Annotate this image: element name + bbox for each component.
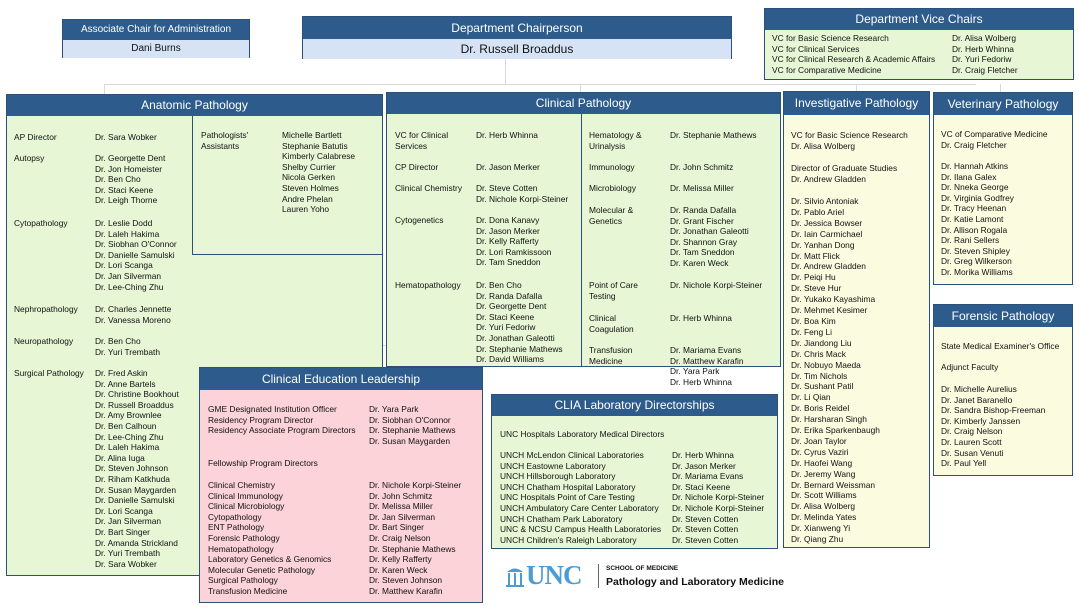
forensic-name: Dr. Lauren Scott (941, 436, 1002, 447)
divider (192, 116, 193, 254)
pa-name: Stephanie Batutis (282, 140, 348, 151)
veterinary-name: Dr. Tracy Heenan (941, 203, 1007, 214)
chairperson-box (302, 16, 732, 59)
person-name: Dr. Anne Bartels (95, 378, 156, 389)
investigative-name: Dr. Nobuyo Maeda (791, 359, 861, 370)
associate-chair-box (62, 19, 250, 58)
section-names (670, 162, 733, 173)
clia-heading: UNC Hospitals Laboratory Medical Directors (500, 429, 665, 439)
fellowship-name: Dr. Melissa Miller (369, 501, 433, 512)
fellowship-role: Transfusion Medicine (208, 585, 288, 596)
investigative-name: Dr. Qiang Zhu (791, 534, 844, 545)
clinical-education-title: Clinical Education Leadership (200, 368, 482, 390)
person-name: Dr. Herb Whinna (670, 376, 732, 387)
investigative-name: Dr. Alisa Wolberg (791, 501, 856, 512)
fellowship-role: Surgical Pathology (208, 575, 278, 586)
veterinary-line: Dr. Craig Fletcher (941, 139, 1007, 150)
person-name: Dr. Jonathan Galeotti (476, 332, 555, 343)
investigative-vc (791, 130, 908, 151)
section-names (670, 280, 762, 291)
person-name: Dr. Bart Singer (95, 526, 150, 537)
veterinary-names (941, 161, 1014, 278)
person-name: Dr. Leslie Dodd (95, 218, 153, 228)
section-label: Clinical Coagulation (589, 313, 634, 334)
person-name: Dr. Susan Maygarden (95, 484, 177, 495)
section-label: Immunology (589, 162, 635, 172)
section-names (95, 153, 165, 206)
section-names (670, 345, 744, 387)
investigative-name: Dr. Sushant Patil (791, 381, 854, 392)
education-name: Dr. Susan Maygarden (369, 435, 451, 446)
investigative-name: Dr. Scott Williams (791, 490, 857, 501)
clinical-education-box (199, 367, 483, 603)
clia-lab: UNCH McLendon Clinical Laboratories (500, 450, 644, 460)
section-names (95, 218, 177, 292)
section-names (670, 205, 749, 269)
person-name: Dr. Randa Dafalla (476, 290, 543, 301)
person-name: Dr. Vanessa Moreno (95, 314, 171, 325)
section-names (670, 313, 732, 324)
person-name: Dr. Nichole Korpi-Steiner (476, 193, 569, 204)
fellowship-role: Hematopathology (208, 543, 274, 554)
investigative-line: VC for Basic Science Research (791, 130, 908, 140)
veterinary-name: Dr. Greg Wilkerson (941, 256, 1012, 267)
investigative-name: Dr. Jiandong Liu (791, 337, 852, 348)
vice-chair-name: Dr. Alisa Wolberg (952, 33, 1017, 43)
vice-chair-role: VC for Clinical Research & Academic Affairs (772, 54, 936, 65)
connector-line (505, 58, 506, 85)
pa-name: Lauren Yoho (282, 204, 330, 215)
section-label: Transfusion Medicine (589, 345, 633, 366)
education-name: Dr. Yara Park (369, 404, 419, 414)
person-name: Dr. Laleh Hakima (95, 442, 160, 453)
section-label: Autopsy (14, 153, 45, 163)
investigative-name: Dr. Yanhan Dong (791, 239, 855, 250)
person-name: Dr. Amanda Strickland (95, 537, 178, 548)
pa-names (282, 130, 355, 215)
education-name: Dr. Siobhan O'Connor (369, 414, 451, 425)
section-names (95, 132, 157, 143)
fellowship-names (369, 480, 461, 597)
forensic-name: Dr. Michelle Aurelius (941, 384, 1017, 394)
veterinary-name: Dr. Virginia Godfrey (941, 192, 1014, 203)
person-name: Dr. Yuri Trembath (95, 346, 161, 357)
investigative-name: Dr. Jessica Bowser (791, 217, 863, 228)
veterinary-name: Dr. Morika Williams (941, 266, 1013, 277)
person-name: Dr. Grant Fischer (670, 215, 734, 226)
education-names (369, 404, 456, 446)
forensic-adjunct-label: Adjunct Faculty (941, 362, 999, 372)
person-name: Dr. Laleh Hakima (95, 228, 160, 239)
person-name: Dr. Amy Brownlee (95, 410, 162, 421)
investigative-name: Dr. Tim Nichols (791, 370, 848, 381)
clia-name: Dr. Herb Whinna (672, 450, 734, 460)
investigative-name: Dr. Bernard Weissman (791, 479, 876, 490)
person-name: Dr. Yuri Fedoriw (476, 322, 536, 333)
investigative-line: Dr. Andrew Gladden (791, 173, 866, 184)
clia-name: Dr. Mariama Evans (672, 471, 744, 482)
investigative-name: Dr. Xianweng Yi (791, 523, 851, 534)
clinical-pathology-title: Clinical Pathology (387, 93, 780, 114)
chairperson-title: Department Chairperson (303, 17, 731, 39)
unc-logo (505, 562, 785, 592)
person-name: Dr. Ben Calhoun (95, 420, 157, 431)
fellowship-role: ENT Pathology (208, 522, 265, 533)
investigative-name: Dr. Feng Li (791, 326, 832, 337)
anatomic-pathology-title: Anatomic Pathology (7, 95, 382, 116)
fellowship-name: Dr. Matthew Karafin (369, 585, 443, 596)
person-name: Dr. Russell Broaddus (95, 399, 174, 410)
fellowship-role: Cytopathology (208, 511, 262, 522)
logo-divider (598, 564, 599, 588)
forensic-office: State Medical Examiner's Office (941, 341, 1060, 351)
clia-lab: UNCH Chatham Hospital Laboratory (500, 481, 636, 492)
clia-name: Dr. Nichole Korpi-Steiner (672, 492, 765, 503)
investigative-name: Dr. Steve Hur (791, 283, 842, 294)
person-name: Dr. Fred Askin (95, 368, 148, 378)
veterinary-name: Dr. Ilana Galex (941, 171, 997, 182)
section-names (95, 336, 160, 357)
veterinary-vc (941, 129, 1048, 150)
section-names (476, 183, 568, 204)
section-label: AP Director (14, 132, 57, 142)
section-label: Nephropathology (14, 304, 78, 314)
veterinary-pathology-title: Veterinary Pathology (934, 93, 1072, 115)
person-name: Dr. Lee-Ching Zhu (95, 431, 164, 442)
investigative-name: Dr. Mehmet Kesimer (791, 305, 868, 316)
vice-chairs-title: Department Vice Chairs (765, 9, 1073, 30)
pa-name: Michelle Bartlett (282, 130, 342, 140)
vice-chair-name: Dr. Herb Whinna (952, 43, 1014, 54)
person-name: Dr. Lori Ramkissoon (476, 246, 552, 257)
person-name: Dr. Jonathan Galeotti (670, 226, 749, 237)
clia-lab: UNCH Ambulatory Care Center Laboratory (500, 502, 659, 513)
education-name: Dr. Stephanie Mathews (369, 425, 456, 436)
dept-label: Pathology and Laboratory Medicine (606, 576, 784, 588)
person-name: Dr. Jon Homeister (95, 163, 163, 174)
person-name: Dr. Lori Scanga (95, 505, 153, 516)
section-label: Point of Care Testing (589, 280, 638, 301)
person-name: Dr. Riham Katkhuda (95, 473, 170, 484)
clia-lab: UNCH Eastowne Laboratory (500, 460, 606, 471)
investigative-name: Dr. Andrew Gladden (791, 261, 866, 272)
person-name: Dr. Yuri Trembath (95, 548, 161, 559)
clia-names (672, 450, 764, 545)
fellowship-roles (208, 480, 331, 597)
person-name: Dr. Mariama Evans (670, 345, 742, 355)
person-name: Dr. Yara Park (670, 366, 720, 377)
person-name: Dr. Alina Iuga (95, 452, 145, 463)
clia-lab: UNCH Hillsborough Laboratory (500, 471, 616, 482)
forensic-name: Dr. Janet Baranello (941, 394, 1013, 405)
clia-name: Dr. Nichole Korpi-Steiner (672, 502, 765, 513)
person-name: Dr. Tam Sneddon (476, 257, 541, 268)
fellowship-name: Dr. Bart Singer (369, 522, 424, 533)
person-name: Dr. David Williams (476, 354, 544, 365)
veterinary-name: Dr. Nneka George (941, 182, 1009, 193)
investigative-names (791, 196, 880, 545)
veterinary-name: Dr. Katie Lamont (941, 213, 1004, 224)
pa-label: Pathologists' Assistants (201, 130, 249, 151)
pa-name: Nicola Gerken (282, 172, 336, 183)
clia-lab: UNC Hospitals Point of Care Testing (500, 492, 635, 503)
investigative-line: Director of Graduate Studies (791, 163, 898, 173)
forensic-name: Dr. Craig Nelson (941, 426, 1003, 437)
fellowship-name: Dr. Craig Nelson (369, 532, 431, 543)
clia-name: Dr. Steven Cotten (672, 513, 739, 524)
clia-lab: UNCH Children's Raleigh Laboratory (500, 534, 637, 545)
forensic-name: Dr. Susan Venuti (941, 447, 1004, 458)
forensic-names (941, 384, 1045, 469)
pa-name: Shelby Currier (282, 161, 336, 172)
person-name: Dr. Herb Whinna (670, 313, 732, 323)
person-name: Dr. Steven Johnson (95, 463, 169, 474)
clia-name: Dr. Steven Cotten (672, 524, 739, 535)
section-label: Neuropathology (14, 336, 74, 346)
clinical-pathology-box (386, 92, 781, 387)
investigative-name: Dr. Chris Mack (791, 348, 846, 359)
divider (192, 254, 383, 255)
investigative-name: Dr. Boris Reidel (791, 403, 850, 414)
vice-chair-names (952, 33, 1018, 75)
person-name: Dr. Staci Keene (95, 184, 154, 195)
person-name: Dr. Lori Scanga (95, 260, 153, 271)
vice-chair-name: Dr. Yuri Fedoriw (952, 54, 1012, 65)
person-name: Dr. Melissa Miller (670, 183, 734, 193)
investigative-name: Dr. Peiqi Hu (791, 272, 836, 283)
investigative-name: Dr. Erika Sparkenbaugh (791, 425, 880, 436)
section-names (476, 215, 551, 268)
forensic-pathology-title: Forensic Pathology (934, 305, 1072, 327)
fellowship-label: Fellowship Program Directors (208, 458, 318, 468)
education-role: Residency Associate Program Directors (208, 425, 356, 436)
section-names (95, 304, 171, 325)
vice-chair-name: Dr. Craig Fletcher (952, 64, 1018, 75)
chairperson-name: Dr. Russell Broaddus (303, 39, 731, 59)
person-name: Dr. Lee-Ching Zhu (95, 281, 164, 292)
forensic-name: Dr. Kimberly Janssen (941, 415, 1021, 426)
person-name: Dr. Stephanie Mathews (476, 343, 563, 354)
person-name: Dr. Jan Silverman (95, 270, 162, 281)
investigative-name: Dr. Matt Flick (791, 250, 840, 261)
section-names (476, 280, 563, 365)
person-name: Dr. Stephanie Mathews (670, 130, 757, 140)
clia-lab: UNC & NCSU Campus Health Laboratories (500, 524, 662, 535)
education-roles (208, 404, 356, 436)
veterinary-name: Dr. Rani Sellers (941, 235, 1000, 246)
clia-name: Dr. Steven Cotten (672, 534, 739, 545)
section-label: Molecular & Genetics (589, 205, 634, 226)
investigative-name: Dr. Li Qian (791, 392, 831, 403)
investigative-name: Dr. Joan Taylor (791, 435, 847, 446)
fellowship-role: Clinical Microbiology (208, 501, 285, 512)
section-names (95, 368, 179, 569)
section-label: Surgical Pathology (14, 368, 84, 378)
clia-labs (500, 450, 661, 545)
school-label: SCHOOL OF MEDICINE (606, 565, 679, 572)
person-name: Dr. Charles Jennette (95, 304, 172, 314)
investigative-pathology-title: Investigative Pathology (784, 92, 929, 115)
investigative-name: Dr. Yukako Kayashima (791, 294, 876, 305)
fellowship-role: Laboratory Genetics & Genomics (208, 554, 332, 565)
person-name: Dr. John Schmitz (670, 162, 734, 172)
clia-box (491, 394, 778, 549)
pa-name: Kimberly Calabrese (282, 151, 356, 162)
investigative-director (791, 163, 897, 184)
fellowship-name: Dr. Steven Johnson (369, 575, 443, 586)
vice-chairs-box (764, 8, 1074, 80)
investigative-name: Dr. Haofei Wang (791, 457, 853, 468)
person-name: Dr. Nichole Korpi-Steiner (670, 280, 763, 290)
pa-name: Steven Holmes (282, 182, 339, 193)
person-name: Dr. Danielle Samulski (95, 495, 175, 506)
unc-wordmark: UNC (526, 560, 582, 590)
section-label: VC for Clinical Services (395, 130, 449, 151)
fellowship-role: Molecular Genetic Pathology (208, 564, 316, 575)
person-name: Dr. Christine Bookhout (95, 389, 179, 400)
associate-chair-title: Associate Chair for Administration (63, 20, 249, 40)
section-label: CP Director (395, 162, 439, 172)
section-label: Hematopathology (395, 280, 461, 290)
person-name: Dr. Sara Wobker (95, 132, 157, 142)
section-names (670, 183, 734, 194)
person-name: Dr. Siobhan O'Connor (95, 239, 177, 250)
forensic-name: Dr. Sandra Bishop-Freeman (941, 405, 1046, 416)
investigative-name: Dr. Cyrus Vaziri (791, 446, 849, 457)
person-name: Dr. Jason Merker (476, 225, 540, 236)
fellowship-name: Dr. Kelly Rafferty (369, 554, 432, 565)
person-name: Dr. Karen Weck (670, 257, 729, 268)
fellowship-role: Forensic Pathology (208, 532, 280, 543)
person-name: Dr. Ben Cho (95, 174, 141, 185)
education-role: Residency Program Director (208, 414, 314, 425)
person-name: Dr. Sara Wobker (95, 558, 157, 569)
forensic-name: Dr. Paul Yell (941, 458, 987, 469)
fellowship-name: Dr. Karen Weck (369, 564, 428, 575)
investigative-name: Dr. Jeremy Wang (791, 468, 856, 479)
person-name: Dr. Georgette Dent (476, 301, 547, 312)
person-name: Dr. Jason Merker (476, 162, 540, 172)
section-names (670, 130, 757, 141)
person-name: Dr. Herb Whinna (476, 130, 538, 140)
person-name: Dr. Ben Cho (95, 336, 141, 346)
investigative-pathology-box (783, 91, 930, 548)
fellowship-name: Dr. Nichole Korpi-Steiner (369, 480, 462, 490)
fellowship-role: Clinical Chemistry (208, 480, 276, 490)
investigative-name: Dr. Iain Carmichael (791, 228, 863, 239)
education-role: GME Designated Institution Officer (208, 404, 337, 414)
investigative-name: Dr. Harsharan Singh (791, 414, 867, 425)
person-name: Dr. Jan Silverman (95, 516, 162, 527)
fellowship-name: Dr. Jan Silverman (369, 511, 436, 522)
fellowship-name: Dr. John Schmitz (369, 490, 433, 501)
forensic-pathology-box (933, 304, 1073, 476)
person-name: Dr. Georgette Dent (95, 153, 166, 163)
vice-chair-role: VC for Comparative Medicine (772, 64, 882, 75)
person-name: Dr. Matthew Karafin (670, 355, 744, 366)
section-label: Clinical Chemistry (395, 183, 463, 193)
person-name: Dr. Kelly Rafferty (476, 236, 539, 247)
person-name: Dr. Ben Cho (476, 280, 522, 290)
old-well-icon (505, 564, 525, 588)
person-name: Dr. Dona Kanavy (476, 215, 540, 225)
veterinary-pathology-box (933, 92, 1073, 285)
person-name: Dr. Leigh Thorne (95, 195, 158, 206)
divider (581, 114, 582, 367)
vice-chair-roles (772, 33, 935, 75)
clia-name: Dr. Staci Keene (672, 481, 731, 492)
person-name: Dr. Danielle Samulski (95, 249, 175, 260)
section-names (476, 162, 540, 173)
veterinary-name: Dr. Hannah Atkins (941, 161, 1009, 171)
person-name: Dr. Tam Sneddon (670, 247, 735, 258)
person-name: Dr. Staci Keene (476, 311, 535, 322)
vice-chair-role: VC for Basic Science Research (772, 33, 889, 43)
veterinary-line: VC of Comparative Medicine (941, 129, 1048, 139)
investigative-name: Dr. Silvio Antoniak (791, 196, 859, 206)
connector-line (104, 84, 976, 85)
section-label: Microbiology (589, 183, 637, 193)
section-label: Hematology & Urinalysis (589, 130, 642, 151)
section-label: Cytogenetics (395, 215, 444, 225)
veterinary-name: Dr. Steven Shipley (941, 245, 1010, 256)
fellowship-role: Clinical Immunology (208, 490, 283, 501)
section-label: Cytopathology (14, 218, 68, 228)
person-name: Dr. Randa Dafalla (670, 205, 737, 215)
investigative-name: Dr. Melinda Yates (791, 512, 857, 523)
investigative-name: Dr. Boa Kim (791, 315, 836, 326)
clia-lab: UNCH Chatham Park Laboratory (500, 513, 623, 524)
associate-chair-name: Dani Burns (63, 40, 249, 58)
clia-title: CLIA Laboratory Directorships (492, 395, 777, 416)
vice-chair-role: VC for Clinical Services (772, 43, 860, 54)
investigative-line: Dr. Alisa Wolberg (791, 140, 856, 151)
clia-name: Dr. Jason Merker (672, 460, 736, 471)
fellowship-name: Dr. Stephanie Mathews (369, 543, 456, 554)
person-name: Dr. Shannon Gray (670, 236, 738, 247)
investigative-name: Dr. Pablo Ariel (791, 206, 845, 217)
person-name: Dr. Steve Cotten (476, 183, 538, 193)
pa-name: Andre Phelan (282, 193, 333, 204)
section-names (476, 130, 538, 141)
veterinary-name: Dr. Allison Rogala (941, 224, 1008, 235)
